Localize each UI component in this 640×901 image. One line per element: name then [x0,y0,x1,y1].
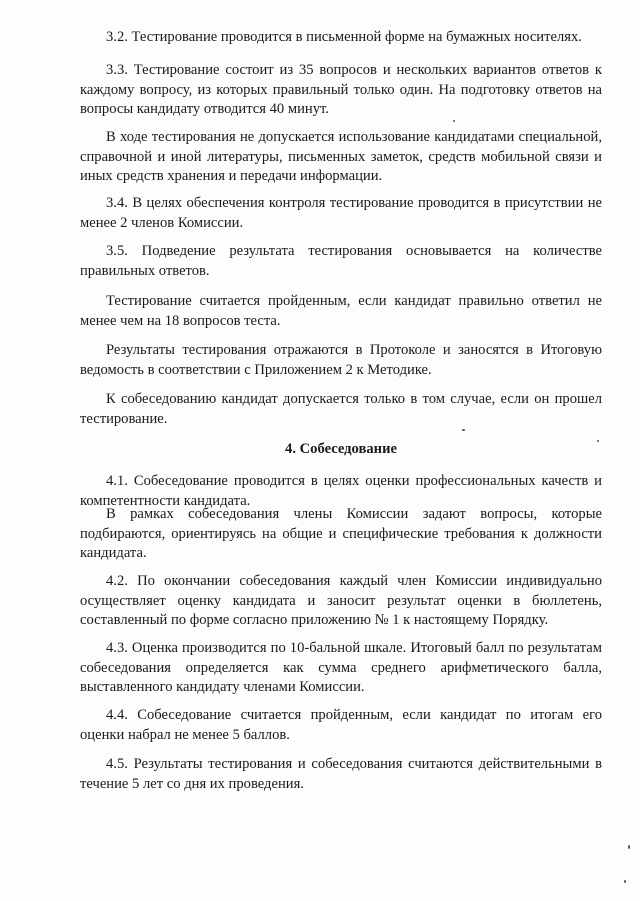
paragraph-3-4: 3.4. В целях обеспечения контроля тестирование проводится в присутствии не менее 2 членов Комиссии. [80,195,602,231]
section-heading: 4. Собеседование [285,441,397,457]
paragraph-testing-passed: Тестирование считается пройденным, если кандидат правильно ответил не менее чем на 18 вопросов теста. [80,293,602,329]
paragraph-4-4: 4.4. Собеседование считается пройденным, если кандидат по итогам его оценки набрал не менее 5 баллов. [80,707,602,743]
paragraph-interview-questions: В рамках собеседования члены Комиссии задают вопросы, которые подбираются, ориентируясь на общие и специфические требования к должности кандидата. [80,506,602,561]
paragraph-testing-results: Результаты тестирования отражаются в Протоколе и заносятся в Итоговую ведомость в соответствии с Приложением 2 к Методике. [80,342,602,378]
scan-speck [462,429,465,431]
paragraph-3-3: 3.3. Тестирование состоит из 35 вопросов и нескольких вариантов ответов к каждому вопросу, из которых правильный только один. На подготовку ответов на вопросы кандидату отводится 40 минут. [80,62,602,117]
paragraph-4-2: 4.2. По окончании собеседования каждый член Комиссии индивидуально осуществляет оценку кандидата и заносит результат оценки в бюллетень, составленный по форме согласно приложению № 1 к настоящему Порядку. [80,573,602,628]
scan-speck [624,880,626,883]
paragraph-4-3: 4.3. Оценка производится по 10-бальной шкале. Итоговый балл по результатам собеседования определяется как сумма среднего арифметического балла, выставленного кандидату членами Комиссии. [80,640,602,695]
paragraph-4-5: 4.5. Результаты тестирования и собеседования считаются действительными в течение 5 лет со дня их проведения. [80,756,602,792]
paragraph-3-5: 3.5. Подведение результата тестирования основывается на количестве правильных ответов. [80,243,602,279]
scan-speck [628,845,630,849]
paragraph-3-2: 3.2. Тестирование проводится в письменной форме на бумажных носителях. [106,29,582,45]
scan-speck [597,440,599,442]
paragraph-testing-restrictions: В ходе тестирования не допускается использование кандидатами специальной, справочной и иной литературы, письменных заметок, средств мобильной связи и иных средств хранения и передачи информации. [80,129,602,184]
scan-speck [453,120,455,122]
paragraph-interview-admission: К собеседованию кандидат допускается только в том случае, если он прошел тестирование. [80,391,602,427]
paragraph-4-1: 4.1. Собеседование проводится в целях оценки профессиональных качеств и компетентности кандидата. [80,473,602,509]
